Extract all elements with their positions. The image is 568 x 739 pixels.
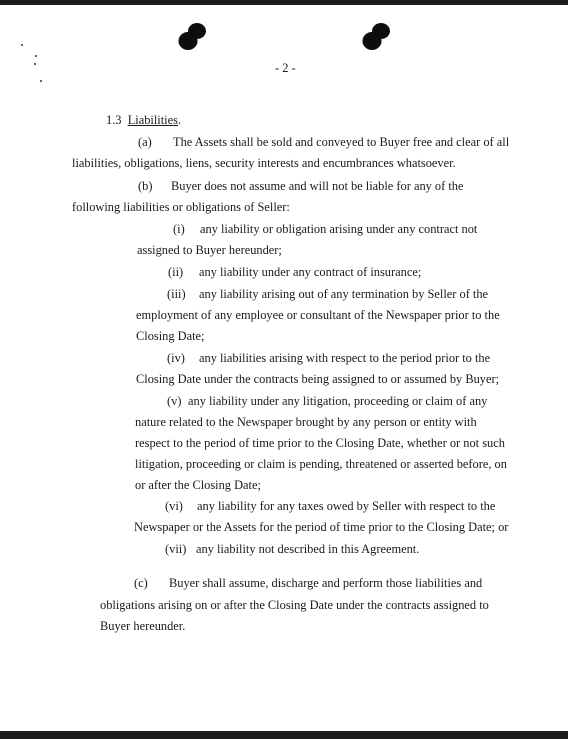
item-v-line: nature related to the Newspaper brought by any person or entity with — [135, 415, 477, 429]
para-a-marker: (a) — [138, 135, 152, 149]
item-ii-line: any liability under any contract of insurance; — [199, 265, 422, 279]
item-iii-line: any liability arising out of any termination by Seller of the — [199, 287, 489, 301]
scan-top-edge — [0, 0, 568, 5]
item-v-line: any liability under any litigation, proceeding or claim of any — [188, 394, 488, 408]
item-ii-marker: (ii) — [168, 265, 184, 279]
section-title: Liabilities — [127, 113, 178, 127]
item-i-marker: (i) — [173, 222, 185, 236]
item-i-line: any liability or obligation arising under any contract not — [200, 222, 478, 236]
item-vi-line: Newspaper or the Assets for the period of time prior to the Closing Date; or — [134, 520, 509, 534]
para-c-line: Buyer hereunder. — [100, 619, 186, 633]
item-v-line: respect to the period of time prior to the Closing Date, whether or not such — [135, 436, 505, 450]
item-iii-line: Closing Date; — [136, 329, 205, 343]
scan-speck — [35, 55, 37, 57]
para-b-line: following liabilities or obligations of Seller: — [72, 200, 290, 214]
item-iv-line: any liabilities arising with respect to the period prior to the — [199, 351, 491, 365]
item-iii-marker: (iii) — [167, 287, 186, 301]
para-a-line: The Assets shall be sold and conveyed to Buyer free and clear of all — [173, 135, 510, 149]
section-heading — [106, 114, 181, 126]
item-v-line: or after the Closing Date; — [135, 478, 261, 492]
item-iv-line: Closing Date under the contracts being assigned to or assumed by Buyer; — [136, 372, 500, 386]
para-c-line: Buyer shall assume, discharge and perform those liabilities and — [169, 576, 483, 590]
binder-hole-right — [360, 20, 394, 54]
item-vii-marker: (vii) — [165, 542, 187, 556]
item-vi-marker: (vi) — [165, 499, 183, 513]
page-number: - 2 - — [275, 61, 296, 75]
section-number: 1.3 — [106, 113, 122, 127]
item-iii-line: employment of any employee or consultant of the Newspaper prior to the — [136, 308, 500, 322]
item-v-line: litigation, proceeding or claim is pending, threatened or asserted before, on — [135, 457, 507, 471]
scan-speck — [40, 80, 42, 82]
para-a-line: liabilities, obligations, liens, security interests and encumbrances whatsoever. — [72, 156, 456, 170]
para-c-marker: (c) — [134, 576, 148, 590]
para-b-line: Buyer does not assume and will not be liable for any of the — [171, 179, 464, 193]
item-vi-line: any liability for any taxes owed by Seller with respect to the — [197, 499, 496, 513]
item-i-line: assigned to Buyer hereunder; — [137, 243, 282, 257]
item-vii-line: any liability not described in this Agreement. — [196, 542, 420, 556]
scan-speck — [34, 63, 36, 65]
item-v-marker: (v) — [167, 394, 182, 408]
scan-speck — [21, 44, 23, 46]
scan-bottom-edge — [0, 731, 568, 739]
binder-hole-left — [176, 20, 210, 54]
item-iv-marker: (iv) — [167, 351, 185, 365]
section-title-period: . — [177, 113, 182, 127]
para-c-line: obligations arising on or after the Closing Date under the contracts assigned to — [100, 598, 489, 612]
para-b-marker: (b) — [138, 179, 153, 193]
